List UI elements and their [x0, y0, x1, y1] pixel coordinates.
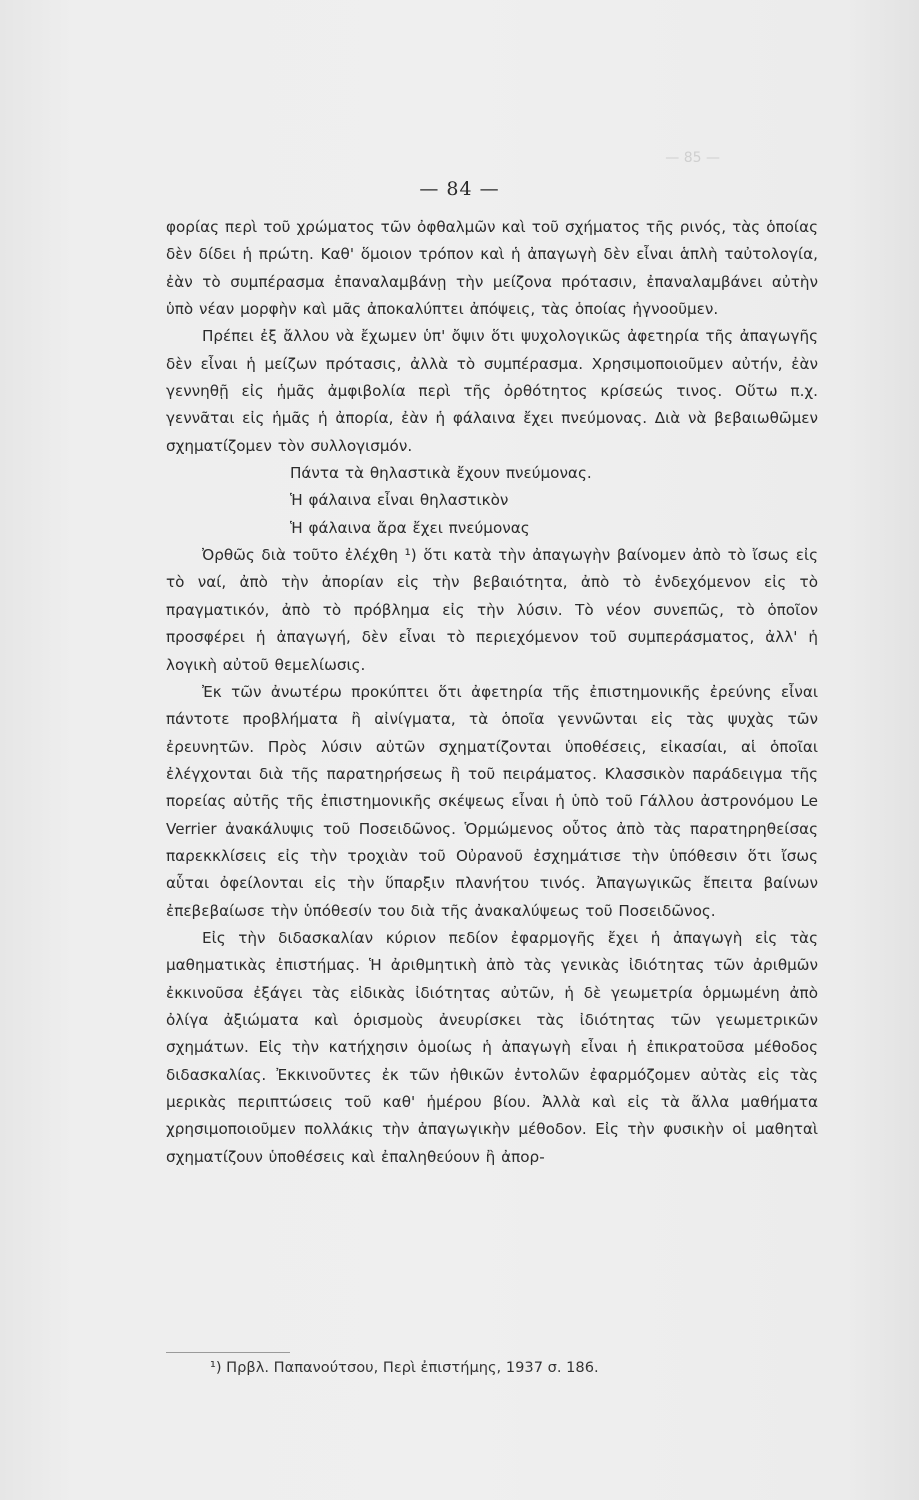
paragraph-teaching: Εἰς τὴν διδασκαλίαν κύριον πεδίον ἐφαρμογῆς ἔχει ἡ ἀπαγωγὴ εἰς τὰς μαθηματικὰς ἐπιστήμας. Ἡ ἀριθμητικὴ ἀπὸ τὰς γενικὰς ἰδιότητας τῶν ἀριθμῶν ἐκκινοῦσα ἐξάγει τὰς εἰδικὰς ἰδιότητας αὐτῶν, ἡ δὲ γεωμετρία ὁρμωμένη ἀπὸ ὀλίγα ἀξιώματα καὶ ὁρισμοὺς ἀνευρίσκει τὰς ἰδιότητας τῶν γεωμετρικῶν σχημάτων. Εἰς τὴν κατήχησιν ὁμοίως ἡ ἀπαγωγὴ εἶναι ἡ ἐπικρατοῦσα μέθοδος διδασκαλίας. Ἐκκινοῦντες ἐκ τῶν ἠθικῶν ἐντολῶν ἐφαρμόζομεν αὐτὰς εἰς τὰς μερικὰς περιπτώσεις τοῦ καθ' ἡμέρου βίου. Ἀλλὰ καὶ εἰς τὰ ἄλλα μαθήματα χρησιμοποιοῦμεν πολλάκις τὴν ἀπαγωγικὴν μέθοδον. Εἰς τὴν φυσικὴν οἱ μαθηταὶ σχηματίζουν ὑποθέσεις καὶ ἐπαληθεύουν ἢ ἀπορ-	[166, 928, 818, 1166]
syllogism-minor-premise: Ἡ φάλαινα εἶναι θηλαστικὸν	[290, 491, 509, 510]
syllogism-conclusion: Ἡ φάλαινα ἄρα ἔχει πνεύμονας	[290, 518, 530, 537]
footnote: ¹) Πρβλ. Παπανούτσου, Περὶ ἐπιστήμης, 1937 σ. 186.	[210, 1359, 599, 1376]
syllogism-block	[166, 460, 818, 542]
footnote-divider	[166, 1352, 290, 1353]
page-number: — 84 —	[419, 178, 500, 200]
paragraph-psychology: Πρέπει ἐξ ἄλλου νὰ ἔχωμεν ὑπ' ὄψιν ὅτι ψυχολογικῶς ἀφετηρία τῆς ἀπαγωγῆς δὲν εἶναι ἡ μείζων πρότασις, ἀλλὰ τὸ συμπέρασμα. Χρησιμοποιοῦμεν αὐτήν, ἐὰν γεννηθῇ εἰς ἡμᾶς ἀμφιβολία περὶ τῆς ὀρθότητος κρίσεώς τινος. Οὕτω π.χ. γεννᾶται εἰς ἡμᾶς ἡ ἀπορία, ἐὰν ἡ φάλαινα ἔχει πνεύμονας. Διὰ νὰ βεβαιωθῶμεν σχηματίζομεν τὸν συλλογισμόν.	[166, 327, 818, 455]
body-text	[166, 214, 818, 1171]
syllogism-major-premise: Πάντα τὰ θηλαστικὰ ἔχουν πνεύμονας.	[290, 464, 592, 483]
paragraph-continuation: φορίας περὶ τοῦ χρώματος τῶν ὀφθαλμῶν καὶ τοῦ σχήματος τῆς ρινός, τὰς ὁποίας δὲν δίδει ἡ πρώτη. Καθ' ὅμοιον τρόπον καὶ ἡ ἀπαγωγὴ δὲν εἶναι ἁπλὴ ταὐτολογία, ἐὰν τὸ συμπέρασμα ἐπαναλαμβάνῃ τὴν μείζονα πρότασιν, ἐπαναλαμβάνει αὐτὴν ὑπὸ νέαν μορφὴν καὶ μᾶς ἀποκαλύπτει ἀπόψεις, τὰς ὁποίας ἠγνοοῦμεν.	[166, 218, 818, 319]
paragraph-scientific-research: Ἐκ τῶν ἀνωτέρω προκύπτει ὅτι ἀφετηρία τῆς ἐπιστημονικῆς ἐρεύνης εἶναι πάντοτε προβλήματα ἢ αἰνίγματα, τὰ ὁποῖα γεννῶνται εἰς τὰς ψυχὰς τῶν ἐρευνητῶν. Πρὸς λύσιν αὐτῶν σχηματίζονται ὑποθέσεις, εἰκασίαι, αἱ ὁποῖαι ἐλέγχονται διὰ τῆς παρατηρήσεως ἢ τοῦ πειράματος. Κλασσικὸν παράδειγμα τῆς πορείας αὐτῆς τῆς ἐπιστημονικῆς σκέψεως εἶναι ἡ ὑπὸ τοῦ Γάλλου ἀστρονόμου Le Verrier ἀνακάλυψις τοῦ Ποσειδῶνος. Ὁρμώμενος οὗτος ἀπὸ τὰς παρατηρηθείσας παρεκκλίσεις εἰς τὴν τροχιὰν τοῦ Οὐρανοῦ ἐσχημάτισε τὴν ὑπόθεσιν ὅτι ἴσως αὗται ὀφείλονται εἰς τὴν ὕπαρξιν πλανήτου τινός. Ἀπαγωγικῶς ἔπειτα βαίνων ἐπεβεβαίωσε τὴν ὑπόθεσίν του διὰ τῆς ἀνακαλύψεως τοῦ Ποσειδῶνος.	[166, 682, 818, 920]
paragraph-certainty: Ὀρθῶς διὰ τοῦτο ἐλέχθη ¹) ὅτι κατὰ τὴν ἀπαγωγὴν βαίνομεν ἀπὸ τὸ ἴσως εἰς τὸ ναί, ἀπὸ τὴν ἀπορίαν εἰς τὴν βεβαιότητα, ἀπὸ τὸ ἐνδεχόμενον εἰς τὸ πραγματικόν, ἀπὸ τὸ πρόβλημα εἰς τὴν λύσιν. Τὸ νέον συνεπῶς, τὸ ὁποῖον προσφέρει ἡ ἀπαγωγή, δὲν εἶναι τὸ περιεχόμενον τοῦ συμπεράσματος, ἀλλ' ἡ λογικὴ αὐτοῦ θεμελίωσις.	[166, 546, 818, 674]
bleed-through-page-number: — 85 —	[665, 150, 720, 166]
